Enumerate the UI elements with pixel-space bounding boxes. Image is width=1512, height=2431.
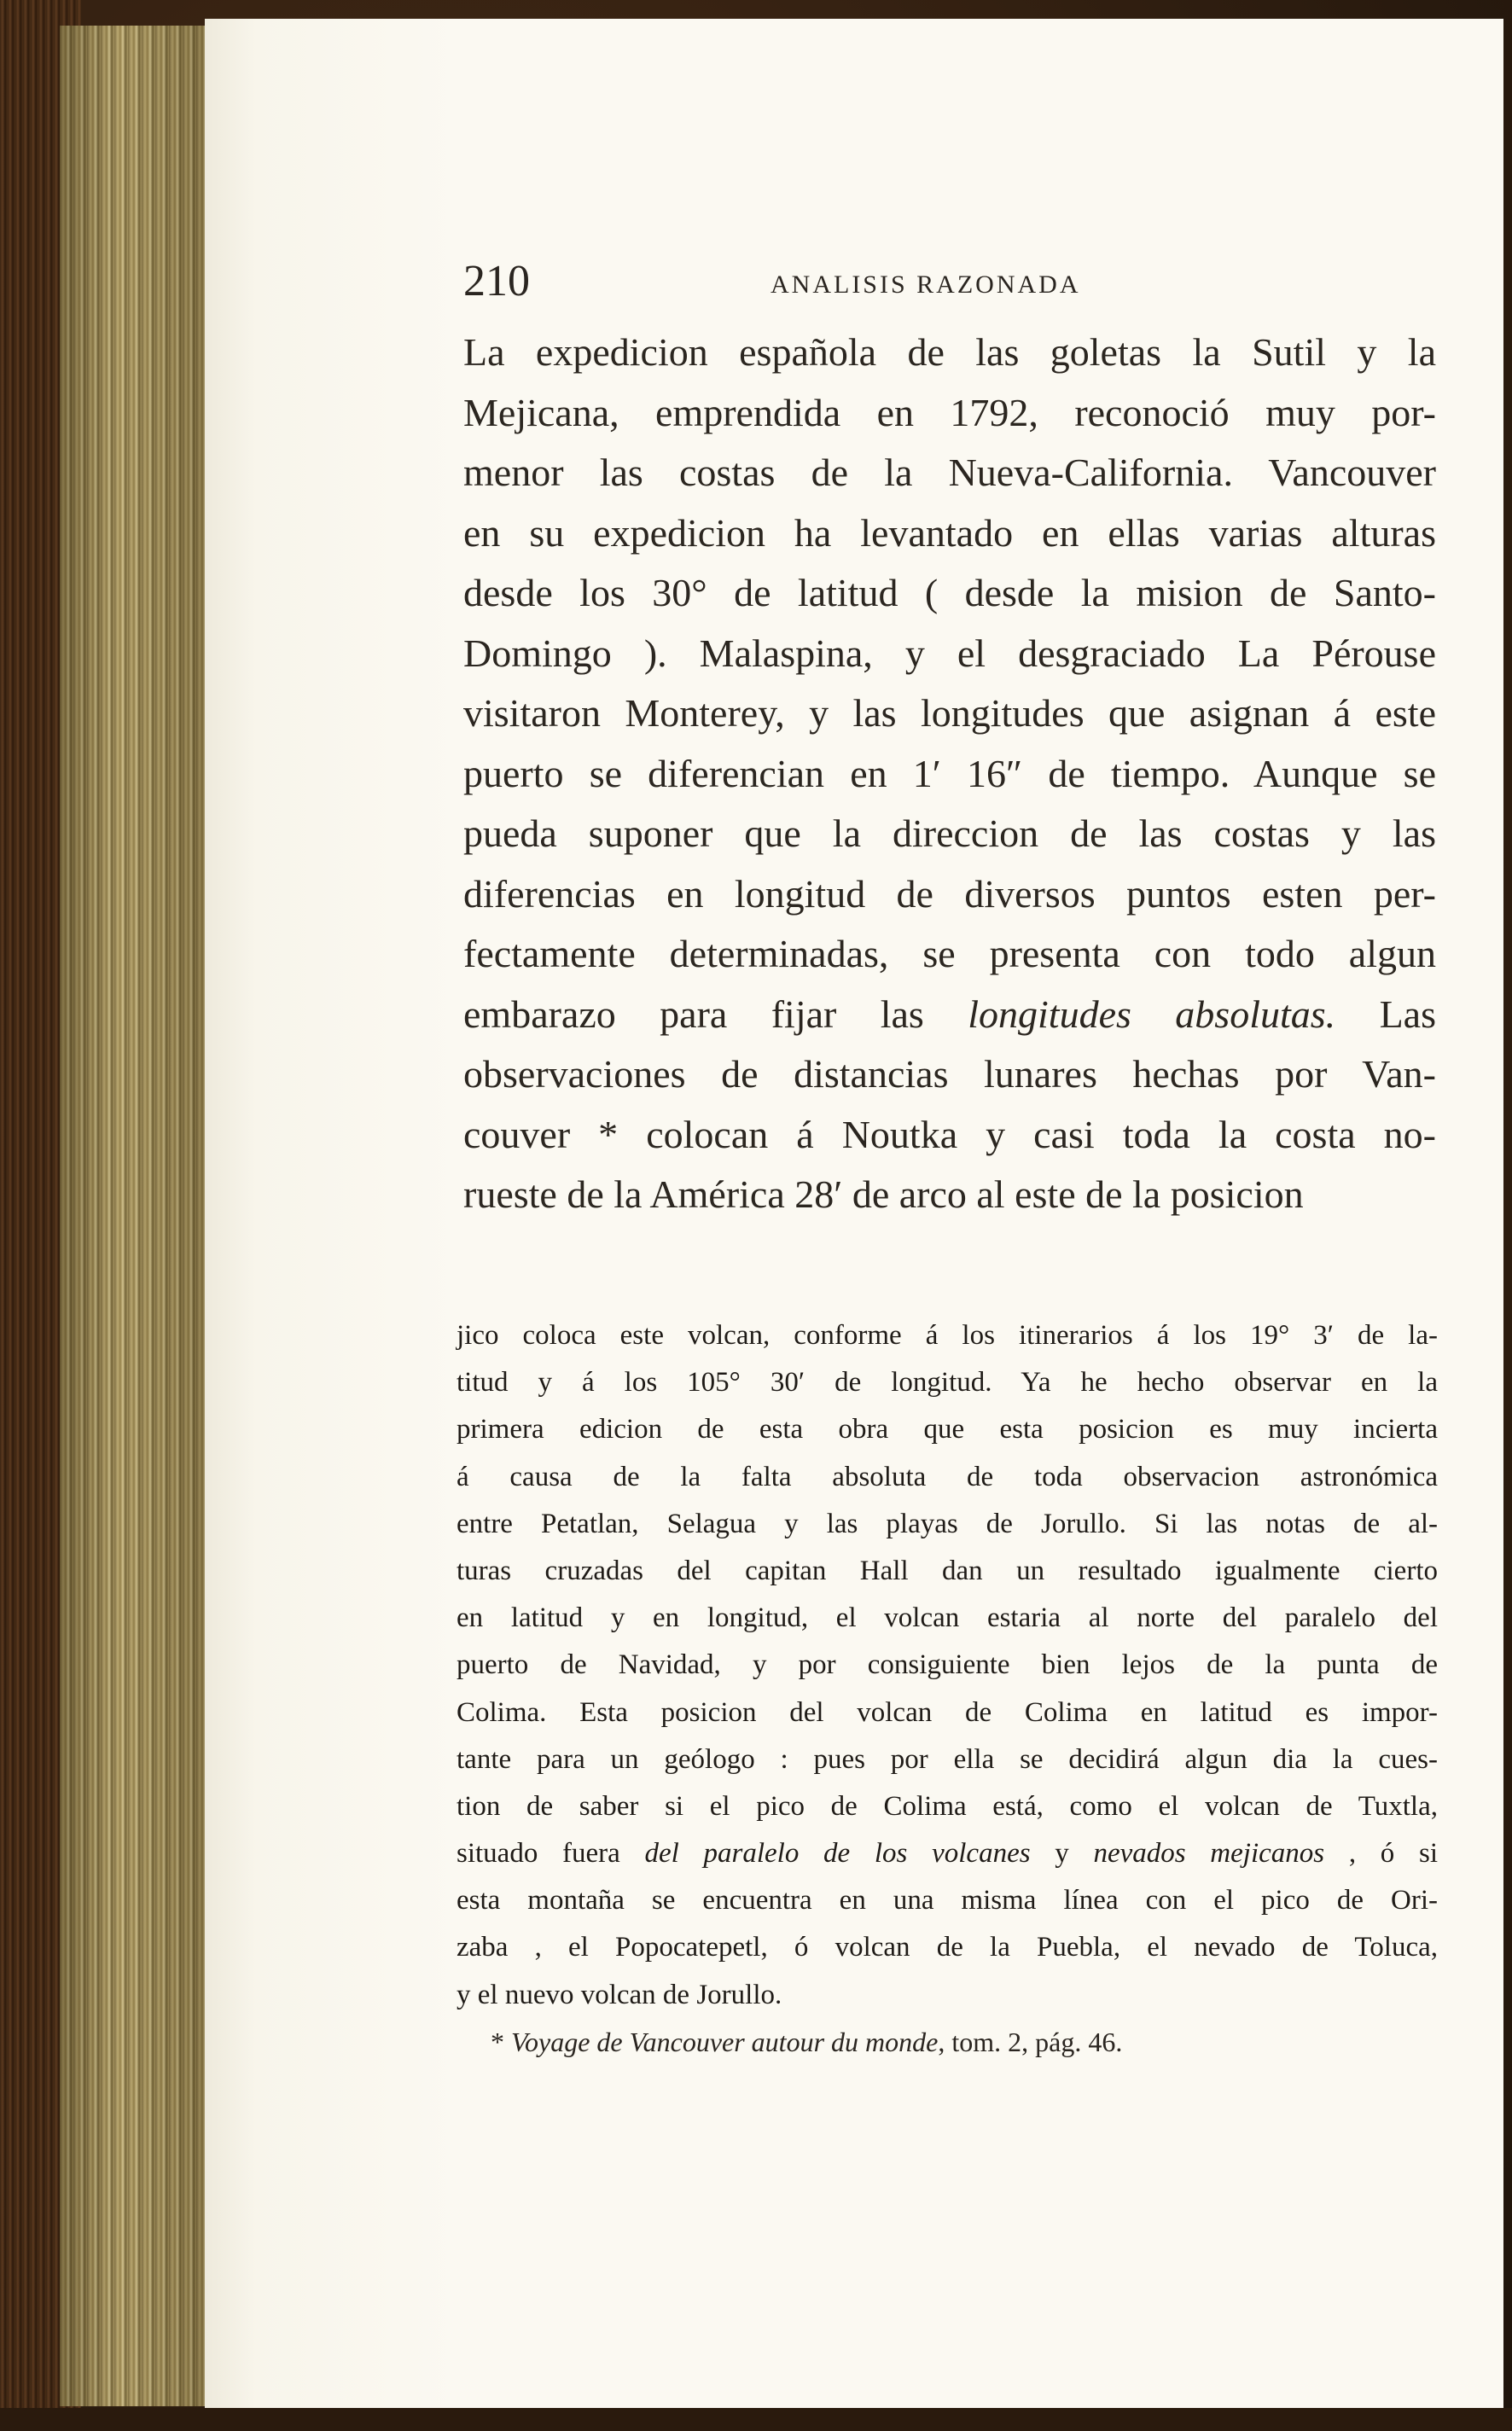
running-head: ANALISIS RAZONADA [771,270,1081,299]
bottom-edge [0,2408,1512,2431]
note-line-italic [457,1830,1438,1877]
note-line: tante para un geólogo : pues por ella se decidirá algun dia la cues- [457,1743,1438,1775]
note-line: titud y á los 105° 30′ de longitud. Ya he hecho observar en la [457,1367,1438,1399]
note-line: zaba , el Popocatepetl, ó volcan de la Puebla, el nevado de Toluca, [457,1932,1438,1963]
text-line: puerto se diferencian en 1′ 16″ de tiempo. Aunque se [463,751,1436,795]
text-line: en su expedicion ha levantado en ellas varias alturas [463,510,1436,555]
main-text [463,323,1436,1225]
text-line: Mejicana, emprendida en 1792, reconoció muy por- [463,390,1436,434]
text-segment: , ó si [1324,1838,1438,1870]
text-line: desde los 30° de latitud ( desde la mision de Santo- [463,571,1436,614]
text-line: visitaron Monterey, y las longitudes que asignan á este [463,691,1436,735]
note-line: turas cruzadas del capitan Hall dan un resultado igualmente cierto [457,1555,1438,1586]
text-line: fectamente determinadas, se presenta con todo algun [463,932,1436,975]
text-line: rueste de la América 28′ de arco al este de la posicion [463,1172,1304,1216]
footnote-reference: , tom. 2, pág. 46. [938,2027,1123,2057]
footnote [491,2021,1412,2063]
footnote-title: Voyage de Vancouver autour du monde [511,2027,939,2057]
italic-phrase: nevados mejicanos [1093,1838,1325,1870]
text-line-italic [463,985,1436,1045]
italic-phrase: longitudes absolutas. [968,992,1336,1036]
text-line: pueda suponer que la direccion de las costas y las [463,811,1436,855]
note-line: Colima. Esta posicion del volcan de Colima en latitud es impor- [457,1696,1438,1728]
notes-block [457,1312,1438,2019]
note-line: entre Petatlan, Selagua y las playas de Jorullo. Si las notas de al- [457,1508,1438,1539]
note-line: esta montaña se encuentra en una misma línea con el pico de Ori- [457,1885,1438,1916]
text-segment: situado fuera [457,1838,645,1870]
text-line: couver * colocan á Noutka y casi toda la costa no- [463,1112,1436,1156]
text-line: Domingo ). Malaspina, y el desgraciado La Pérouse [463,631,1436,675]
note-line: y el nuevo volcan de Jorullo. [457,1979,782,2010]
note-line: á causa de la falta absoluta de toda observacion astronómica [457,1461,1438,1492]
text-line: menor las costas de la Nueva-California. Vancouver [463,451,1436,494]
footnote-marker: * [491,2027,511,2057]
text-segment: y [1030,1838,1094,1870]
page-header [463,256,1436,307]
text-segment: embarazo para fijar las [463,992,968,1036]
note-line: primera edicion de esta obra que esta posicion es muy incierta [457,1414,1438,1445]
text-line: diferencias en longitud de diversos puntos esten per- [463,871,1436,916]
note-line: tion de saber si el pico de Colima está, como el volcan de Tuxtla, [457,1790,1438,1822]
italic-phrase: del paralelo de los volcanes [644,1838,1031,1870]
text-line: observaciones de distancias lunares hechas por Van- [463,1052,1436,1096]
note-line: puerto de Navidad, y por consiguiente bien lejos de la punta de [457,1649,1438,1681]
note-line: en latitud y en longitud, el volcan estaria al norte del paralelo del [457,1602,1438,1634]
gilt-shading [60,26,209,2406]
text-line: La expedicion española de las goletas la Sutil y la [463,330,1436,374]
page-number: 210 [463,257,530,305]
note-line: jico coloca este volcan, conforme á los itinerarios á los 19° 3′ de la- [457,1320,1438,1351]
text-segment: Las [1335,992,1437,1036]
